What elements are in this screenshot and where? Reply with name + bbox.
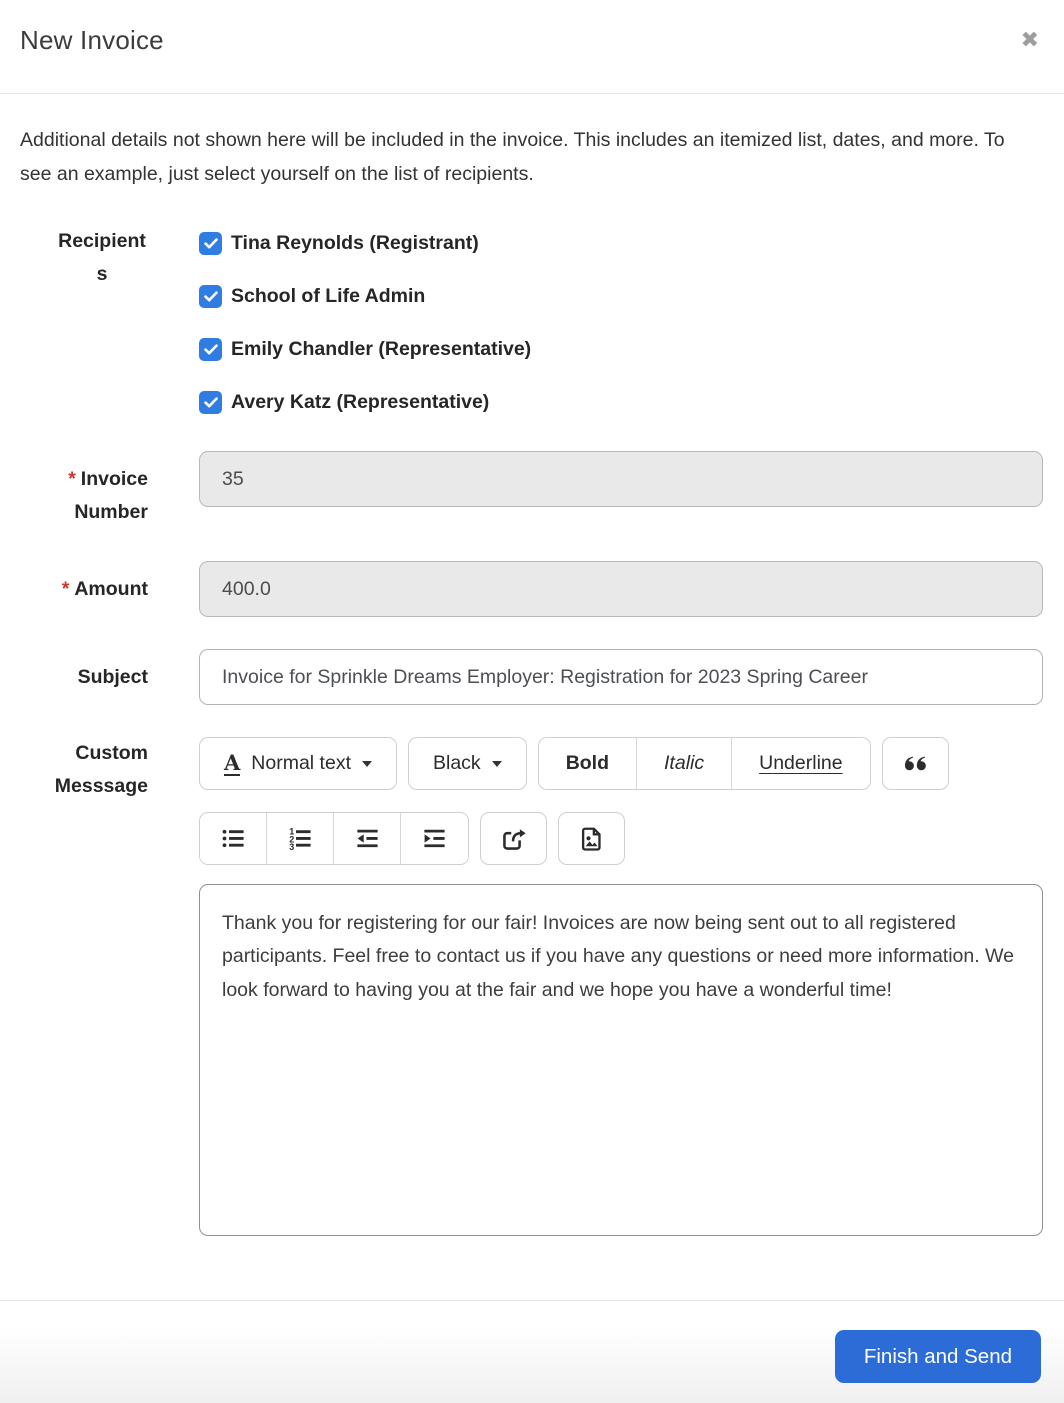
ordered-list-button[interactable] bbox=[267, 813, 334, 864]
outdent-icon bbox=[354, 825, 381, 852]
modal-title: New Invoice bbox=[20, 25, 164, 55]
quote-icon bbox=[902, 754, 929, 774]
recipient-label: Avery Katz (Representative) bbox=[231, 391, 490, 414]
insert-image-button[interactable] bbox=[558, 812, 625, 865]
editor-toolbar-row-2 bbox=[199, 812, 1043, 865]
required-asterisk: * bbox=[68, 468, 76, 491]
text-style-icon: A bbox=[224, 749, 241, 775]
custom-message-textarea[interactable] bbox=[199, 884, 1043, 1236]
custom-message-label: Custom Messsage bbox=[54, 742, 148, 798]
svg-text:3: 3 bbox=[288, 842, 294, 853]
recipient-item bbox=[199, 386, 1043, 419]
recipient-item bbox=[199, 227, 1043, 260]
share-forward-icon bbox=[500, 825, 528, 853]
bullet-list-icon bbox=[220, 825, 247, 852]
italic-button[interactable]: Italic bbox=[637, 738, 732, 789]
chevron-down-icon bbox=[362, 761, 372, 767]
recipient-item bbox=[199, 280, 1043, 313]
recipient-checkbox[interactable] bbox=[199, 285, 222, 308]
modal-body bbox=[0, 94, 1064, 1241]
image-icon bbox=[578, 825, 606, 853]
invoice-number-input bbox=[199, 451, 1043, 507]
text-color-dropdown[interactable]: Black bbox=[408, 737, 527, 790]
list-button-group bbox=[199, 812, 469, 865]
checkmark-icon bbox=[204, 238, 218, 249]
checkmark-icon bbox=[204, 291, 218, 302]
recipients-label: Recipients bbox=[58, 230, 146, 286]
svg-text:1: 1 bbox=[288, 827, 294, 838]
modal-header bbox=[0, 0, 1064, 94]
outdent-button[interactable] bbox=[334, 813, 401, 864]
subject-label: Subject bbox=[77, 666, 148, 689]
recipients-row bbox=[20, 225, 1043, 419]
ordered-list-icon bbox=[287, 825, 314, 852]
subject-row bbox=[20, 649, 1043, 705]
modal-footer bbox=[0, 1300, 1064, 1403]
recipients-list bbox=[199, 225, 1043, 419]
required-asterisk: * bbox=[61, 578, 70, 601]
close-icon[interactable]: ✖ bbox=[1020, 27, 1039, 52]
editor-toolbar-row-1 bbox=[199, 737, 1043, 790]
recipient-label: Tina Reynolds (Registrant) bbox=[231, 232, 479, 255]
bold-button[interactable]: Bold bbox=[539, 738, 637, 789]
recipient-checkbox[interactable] bbox=[199, 391, 222, 414]
amount-row bbox=[20, 561, 1043, 617]
indent-icon bbox=[421, 825, 448, 852]
bullet-list-button[interactable] bbox=[200, 813, 267, 864]
recipient-checkbox[interactable] bbox=[199, 338, 222, 361]
indent-button[interactable] bbox=[401, 813, 468, 864]
modal-description: Additional details not shown here will be included in the invoice. This includes an itemized list, dates, and more. To see an example, just select yourself on the list of recipients. bbox=[20, 129, 1005, 185]
checkmark-icon bbox=[204, 397, 218, 408]
amount-input bbox=[199, 561, 1043, 617]
chevron-down-icon bbox=[492, 761, 502, 767]
invoice-number-row bbox=[20, 451, 1043, 529]
format-button-group bbox=[538, 737, 871, 790]
finish-and-send-button[interactable]: Finish and Send bbox=[835, 1330, 1041, 1383]
rich-text-editor bbox=[199, 737, 1043, 1241]
svg-text:2: 2 bbox=[288, 834, 294, 845]
invoice-number-label: * Invoice Number bbox=[68, 468, 148, 524]
recipient-label: Emily Chandler (Representative) bbox=[231, 338, 532, 361]
text-style-dropdown[interactable]: A Normal text bbox=[199, 737, 397, 790]
checkmark-icon bbox=[204, 344, 218, 355]
amount-label: * Amount bbox=[61, 578, 148, 601]
subject-input[interactable] bbox=[199, 649, 1043, 705]
blockquote-button[interactable] bbox=[882, 737, 949, 790]
underline-button[interactable]: Underline bbox=[732, 738, 869, 789]
recipient-checkbox[interactable] bbox=[199, 232, 222, 255]
share-button[interactable] bbox=[480, 812, 547, 865]
recipient-item bbox=[199, 333, 1043, 366]
custom-message-row bbox=[20, 737, 1043, 1241]
recipient-label: School of Life Admin bbox=[231, 285, 426, 308]
